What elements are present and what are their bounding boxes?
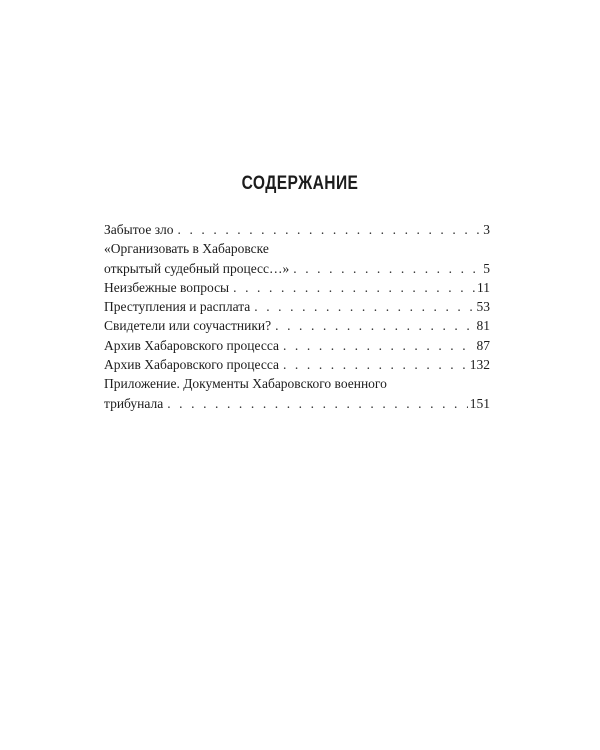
toc-entry-title: Преступления и расплата xyxy=(104,299,251,315)
toc-entry[interactable] xyxy=(104,278,490,297)
toc-entry[interactable] xyxy=(104,336,490,355)
toc-entry-title: Забытое зло xyxy=(104,222,174,237)
dot-leader xyxy=(178,220,482,239)
dot-leader xyxy=(275,316,474,335)
toc-entry[interactable] xyxy=(104,220,490,239)
toc-entry[interactable] xyxy=(104,239,490,278)
toc-entry-title: Архив Хабаровского процесса xyxy=(104,357,279,373)
toc-entry[interactable] xyxy=(104,297,490,316)
dot-leader xyxy=(283,355,468,374)
dot-leader xyxy=(167,394,468,413)
dot-leader xyxy=(293,259,481,278)
toc-entry-title: трибунала xyxy=(104,395,164,411)
toc-entry-title: Неизбежные вопросы xyxy=(104,279,230,295)
toc-page-number: 53 xyxy=(476,299,490,315)
toc-entry-title: открытый судебный процесс…» xyxy=(104,260,290,276)
toc-page-number: 11 xyxy=(477,279,490,295)
toc-entry-title: Свидетели или соучастники? xyxy=(104,318,272,334)
dot-leader xyxy=(254,297,474,316)
toc-title: СОДЕРЖАНИЕ xyxy=(241,173,359,194)
toc-page-number: 151 xyxy=(469,395,490,411)
toc-entry[interactable] xyxy=(104,355,490,374)
dot-leader xyxy=(283,336,475,355)
toc-page-number: 5 xyxy=(483,260,490,276)
toc-page-number: 132 xyxy=(469,357,490,373)
toc-entry[interactable] xyxy=(104,316,490,335)
toc-page-number: 3 xyxy=(483,222,490,237)
dot-leader xyxy=(233,278,475,297)
table-of-contents xyxy=(104,220,490,413)
toc-entry-title: Архив Хабаровского процесса xyxy=(104,337,279,353)
toc-page-number: 87 xyxy=(476,337,490,353)
toc-entry-title-line-1: «Организовать в Хабаровске xyxy=(104,241,269,257)
toc-page-number: 81 xyxy=(476,318,490,334)
toc-entry-title-line-1: Приложение. Документы Хабаровского военного xyxy=(104,376,387,392)
toc-entry[interactable] xyxy=(104,374,490,413)
